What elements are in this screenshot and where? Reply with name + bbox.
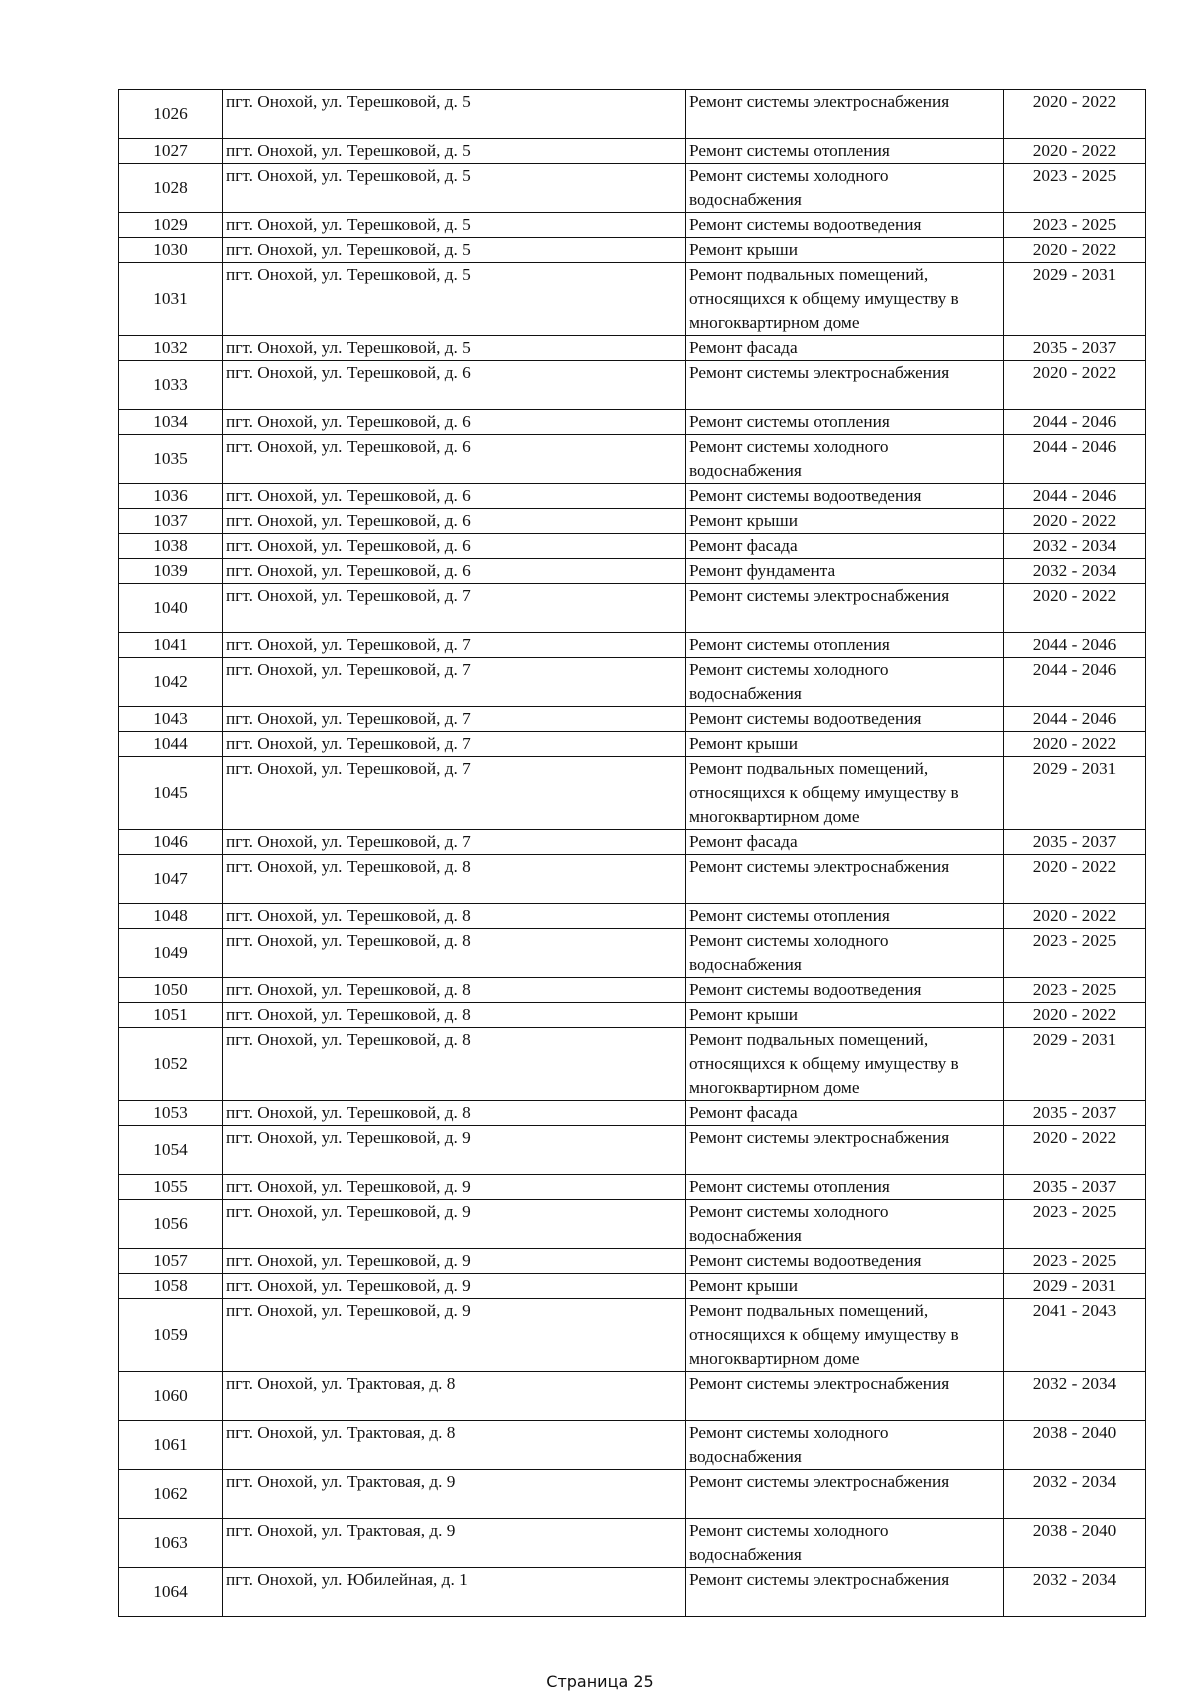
- address-cell: пгт. Онохой, ул. Терешковой, д. 5: [223, 213, 686, 238]
- row-number-cell: 1047: [119, 855, 223, 904]
- work-type-cell: Ремонт системы электроснабжения: [686, 855, 1004, 904]
- address-cell: пгт. Онохой, ул. Терешковой, д. 9: [223, 1299, 686, 1372]
- period-cell: 2041 - 2043: [1004, 1299, 1146, 1372]
- table-row: [119, 1470, 1146, 1519]
- row-number-cell: 1044: [119, 732, 223, 757]
- period-cell: 2020 - 2022: [1004, 584, 1146, 633]
- work-type-cell: Ремонт системы холодного водоснабжения: [686, 164, 1004, 213]
- address-cell: пгт. Онохой, ул. Терешковой, д. 7: [223, 757, 686, 830]
- table-row: [119, 1372, 1146, 1421]
- row-number-cell: 1055: [119, 1175, 223, 1200]
- address-cell: пгт. Онохой, ул. Терешковой, д. 5: [223, 336, 686, 361]
- row-number-cell: 1041: [119, 633, 223, 658]
- work-type-cell: Ремонт системы электроснабжения: [686, 1470, 1004, 1519]
- work-type-cell: Ремонт системы отопления: [686, 410, 1004, 435]
- address-cell: пгт. Онохой, ул. Терешковой, д. 8: [223, 904, 686, 929]
- work-type-cell: Ремонт системы электроснабжения: [686, 1372, 1004, 1421]
- row-number-cell: 1053: [119, 1101, 223, 1126]
- table-row: [119, 263, 1146, 336]
- address-cell: пгт. Онохой, ул. Терешковой, д. 6: [223, 410, 686, 435]
- period-cell: 2044 - 2046: [1004, 707, 1146, 732]
- period-cell: 2023 - 2025: [1004, 978, 1146, 1003]
- work-type-cell: Ремонт крыши: [686, 1003, 1004, 1028]
- work-type-cell: Ремонт системы водоотведения: [686, 707, 1004, 732]
- period-cell: 2032 - 2034: [1004, 1568, 1146, 1617]
- table-row: [119, 509, 1146, 534]
- row-number-cell: 1026: [119, 90, 223, 139]
- table-row: [119, 1519, 1146, 1568]
- period-cell: 2029 - 2031: [1004, 757, 1146, 830]
- address-cell: пгт. Онохой, ул. Терешковой, д. 7: [223, 633, 686, 658]
- row-number-cell: 1050: [119, 978, 223, 1003]
- table-row: [119, 584, 1146, 633]
- period-cell: 2044 - 2046: [1004, 633, 1146, 658]
- table-row: [119, 1299, 1146, 1372]
- period-cell: 2023 - 2025: [1004, 164, 1146, 213]
- period-cell: 2044 - 2046: [1004, 435, 1146, 484]
- table-row: [119, 855, 1146, 904]
- address-cell: пгт. Онохой, ул. Трактовая, д. 9: [223, 1519, 686, 1568]
- table-row: [119, 1249, 1146, 1274]
- work-type-cell: Ремонт крыши: [686, 238, 1004, 263]
- address-cell: пгт. Онохой, ул. Терешковой, д. 6: [223, 534, 686, 559]
- work-type-cell: Ремонт системы электроснабжения: [686, 361, 1004, 410]
- period-cell: 2020 - 2022: [1004, 732, 1146, 757]
- address-cell: пгт. Онохой, ул. Терешковой, д. 7: [223, 830, 686, 855]
- work-type-cell: Ремонт крыши: [686, 509, 1004, 534]
- table-row: [119, 658, 1146, 707]
- row-number-cell: 1052: [119, 1028, 223, 1101]
- work-type-cell: Ремонт фасада: [686, 830, 1004, 855]
- work-type-cell: Ремонт системы электроснабжения: [686, 90, 1004, 139]
- period-cell: 2032 - 2034: [1004, 1372, 1146, 1421]
- row-number-cell: 1054: [119, 1126, 223, 1175]
- table-row: [119, 1274, 1146, 1299]
- table-row: [119, 1003, 1146, 1028]
- period-cell: 2035 - 2037: [1004, 336, 1146, 361]
- work-type-cell: Ремонт подвальных помещений, относящихся к общему имуществу в многоквартирном доме: [686, 1299, 1004, 1372]
- period-cell: 2023 - 2025: [1004, 1200, 1146, 1249]
- row-number-cell: 1037: [119, 509, 223, 534]
- table-row: [119, 633, 1146, 658]
- address-cell: пгт. Онохой, ул. Терешковой, д. 6: [223, 435, 686, 484]
- address-cell: пгт. Онохой, ул. Терешковой, д. 6: [223, 509, 686, 534]
- period-cell: 2032 - 2034: [1004, 534, 1146, 559]
- table-row: [119, 336, 1146, 361]
- work-type-cell: Ремонт системы электроснабжения: [686, 1568, 1004, 1617]
- address-cell: пгт. Онохой, ул. Терешковой, д. 5: [223, 139, 686, 164]
- period-cell: 2029 - 2031: [1004, 1274, 1146, 1299]
- row-number-cell: 1049: [119, 929, 223, 978]
- work-type-cell: Ремонт крыши: [686, 732, 1004, 757]
- work-type-cell: Ремонт системы холодного водоснабжения: [686, 1519, 1004, 1568]
- address-cell: пгт. Онохой, ул. Терешковой, д. 9: [223, 1175, 686, 1200]
- period-cell: 2020 - 2022: [1004, 1126, 1146, 1175]
- row-number-cell: 1042: [119, 658, 223, 707]
- address-cell: пгт. Онохой, ул. Терешковой, д. 9: [223, 1126, 686, 1175]
- address-cell: пгт. Онохой, ул. Терешковой, д. 6: [223, 361, 686, 410]
- period-cell: 2044 - 2046: [1004, 484, 1146, 509]
- address-cell: пгт. Онохой, ул. Трактовая, д. 8: [223, 1372, 686, 1421]
- period-cell: 2038 - 2040: [1004, 1519, 1146, 1568]
- period-cell: 2020 - 2022: [1004, 509, 1146, 534]
- row-number-cell: 1045: [119, 757, 223, 830]
- row-number-cell: 1046: [119, 830, 223, 855]
- row-number-cell: 1036: [119, 484, 223, 509]
- work-type-cell: Ремонт системы отопления: [686, 904, 1004, 929]
- address-cell: пгт. Онохой, ул. Юбилейная, д. 1: [223, 1568, 686, 1617]
- work-type-cell: Ремонт системы водоотведения: [686, 484, 1004, 509]
- row-number-cell: 1061: [119, 1421, 223, 1470]
- work-type-cell: Ремонт подвальных помещений, относящихся к общему имуществу в многоквартирном доме: [686, 757, 1004, 830]
- period-cell: 2020 - 2022: [1004, 238, 1146, 263]
- work-type-cell: Ремонт системы холодного водоснабжения: [686, 658, 1004, 707]
- table-row: [119, 929, 1146, 978]
- period-cell: 2020 - 2022: [1004, 361, 1146, 410]
- address-cell: пгт. Онохой, ул. Терешковой, д. 7: [223, 584, 686, 633]
- table-row: [119, 732, 1146, 757]
- work-type-cell: Ремонт системы холодного водоснабжения: [686, 435, 1004, 484]
- period-cell: 2044 - 2046: [1004, 410, 1146, 435]
- table-row: [119, 559, 1146, 584]
- period-cell: 2032 - 2034: [1004, 559, 1146, 584]
- table-row: [119, 139, 1146, 164]
- row-number-cell: 1057: [119, 1249, 223, 1274]
- address-cell: пгт. Онохой, ул. Терешковой, д. 7: [223, 707, 686, 732]
- work-type-cell: Ремонт подвальных помещений, относящихся к общему имуществу в многоквартирном доме: [686, 1028, 1004, 1101]
- period-cell: 2020 - 2022: [1004, 904, 1146, 929]
- work-type-cell: Ремонт системы водоотведения: [686, 978, 1004, 1003]
- period-cell: 2032 - 2034: [1004, 1470, 1146, 1519]
- row-number-cell: 1059: [119, 1299, 223, 1372]
- row-number-cell: 1035: [119, 435, 223, 484]
- work-type-cell: Ремонт фундамента: [686, 559, 1004, 584]
- row-number-cell: 1060: [119, 1372, 223, 1421]
- period-cell: 2020 - 2022: [1004, 90, 1146, 139]
- table-row: [119, 90, 1146, 139]
- row-number-cell: 1029: [119, 213, 223, 238]
- address-cell: пгт. Онохой, ул. Терешковой, д. 6: [223, 559, 686, 584]
- row-number-cell: 1038: [119, 534, 223, 559]
- work-type-cell: Ремонт системы холодного водоснабжения: [686, 1200, 1004, 1249]
- work-type-cell: Ремонт системы электроснабжения: [686, 1126, 1004, 1175]
- work-type-cell: Ремонт системы отопления: [686, 1175, 1004, 1200]
- work-type-cell: Ремонт системы холодного водоснабжения: [686, 929, 1004, 978]
- address-cell: пгт. Онохой, ул. Терешковой, д. 5: [223, 263, 686, 336]
- table-row: [119, 361, 1146, 410]
- address-cell: пгт. Онохой, ул. Терешковой, д. 8: [223, 855, 686, 904]
- table-row: [119, 1175, 1146, 1200]
- period-cell: 2035 - 2037: [1004, 1101, 1146, 1126]
- address-cell: пгт. Онохой, ул. Трактовая, д. 9: [223, 1470, 686, 1519]
- row-number-cell: 1030: [119, 238, 223, 263]
- period-cell: 2035 - 2037: [1004, 1175, 1146, 1200]
- work-type-cell: Ремонт подвальных помещений, относящихся к общему имуществу в многоквартирном доме: [686, 263, 1004, 336]
- period-cell: 2023 - 2025: [1004, 1249, 1146, 1274]
- table-row: [119, 1421, 1146, 1470]
- work-type-cell: Ремонт крыши: [686, 1274, 1004, 1299]
- page-number: Страница 25: [546, 1672, 654, 1691]
- row-number-cell: 1039: [119, 559, 223, 584]
- row-number-cell: 1040: [119, 584, 223, 633]
- period-cell: 2020 - 2022: [1004, 855, 1146, 904]
- work-type-cell: Ремонт системы водоотведения: [686, 213, 1004, 238]
- table-row: [119, 164, 1146, 213]
- table-row: [119, 830, 1146, 855]
- row-number-cell: 1056: [119, 1200, 223, 1249]
- address-cell: пгт. Онохой, ул. Терешковой, д. 9: [223, 1200, 686, 1249]
- table-row: [119, 978, 1146, 1003]
- address-cell: пгт. Онохой, ул. Терешковой, д. 8: [223, 929, 686, 978]
- row-number-cell: 1043: [119, 707, 223, 732]
- row-number-cell: 1028: [119, 164, 223, 213]
- address-cell: пгт. Онохой, ул. Терешковой, д. 5: [223, 238, 686, 263]
- address-cell: пгт. Онохой, ул. Терешковой, д. 9: [223, 1249, 686, 1274]
- period-cell: 2023 - 2025: [1004, 929, 1146, 978]
- address-cell: пгт. Онохой, ул. Трактовая, д. 8: [223, 1421, 686, 1470]
- address-cell: пгт. Онохой, ул. Терешковой, д. 8: [223, 978, 686, 1003]
- table-row: [119, 1126, 1146, 1175]
- table-row: [119, 707, 1146, 732]
- table-row: [119, 435, 1146, 484]
- table-row: [119, 410, 1146, 435]
- table-row: [119, 213, 1146, 238]
- table-row: [119, 238, 1146, 263]
- address-cell: пгт. Онохой, ул. Терешковой, д. 5: [223, 164, 686, 213]
- work-type-cell: Ремонт системы электроснабжения: [686, 584, 1004, 633]
- table-row: [119, 484, 1146, 509]
- table-row: [119, 1101, 1146, 1126]
- work-type-cell: Ремонт системы водоотведения: [686, 1249, 1004, 1274]
- period-cell: 2044 - 2046: [1004, 658, 1146, 707]
- period-cell: 2020 - 2022: [1004, 1003, 1146, 1028]
- address-cell: пгт. Онохой, ул. Терешковой, д. 8: [223, 1101, 686, 1126]
- row-number-cell: 1064: [119, 1568, 223, 1617]
- table-row: [119, 534, 1146, 559]
- row-number-cell: 1048: [119, 904, 223, 929]
- row-number-cell: 1027: [119, 139, 223, 164]
- address-cell: пгт. Онохой, ул. Терешковой, д. 8: [223, 1003, 686, 1028]
- work-type-cell: Ремонт фасада: [686, 1101, 1004, 1126]
- period-cell: 2023 - 2025: [1004, 213, 1146, 238]
- address-cell: пгт. Онохой, ул. Терешковой, д. 6: [223, 484, 686, 509]
- period-cell: 2020 - 2022: [1004, 139, 1146, 164]
- address-cell: пгт. Онохой, ул. Терешковой, д. 8: [223, 1028, 686, 1101]
- table-row: [119, 904, 1146, 929]
- address-cell: пгт. Онохой, ул. Терешковой, д. 5: [223, 90, 686, 139]
- row-number-cell: 1031: [119, 263, 223, 336]
- row-number-cell: 1034: [119, 410, 223, 435]
- period-cell: 2035 - 2037: [1004, 830, 1146, 855]
- period-cell: 2029 - 2031: [1004, 263, 1146, 336]
- period-cell: 2038 - 2040: [1004, 1421, 1146, 1470]
- row-number-cell: 1063: [119, 1519, 223, 1568]
- table-row: [119, 1028, 1146, 1101]
- row-number-cell: 1062: [119, 1470, 223, 1519]
- row-number-cell: 1033: [119, 361, 223, 410]
- row-number-cell: 1032: [119, 336, 223, 361]
- table-row: [119, 757, 1146, 830]
- row-number-cell: 1058: [119, 1274, 223, 1299]
- row-number-cell: 1051: [119, 1003, 223, 1028]
- work-type-cell: Ремонт фасада: [686, 336, 1004, 361]
- work-type-cell: Ремонт фасада: [686, 534, 1004, 559]
- address-cell: пгт. Онохой, ул. Терешковой, д. 9: [223, 1274, 686, 1299]
- work-type-cell: Ремонт системы отопления: [686, 633, 1004, 658]
- table-body: [119, 90, 1146, 1617]
- address-cell: пгт. Онохой, ул. Терешковой, д. 7: [223, 658, 686, 707]
- work-type-cell: Ремонт системы отопления: [686, 139, 1004, 164]
- table-row: [119, 1200, 1146, 1249]
- repair-schedule-table: [118, 89, 1146, 1617]
- table-row: [119, 1568, 1146, 1617]
- address-cell: пгт. Онохой, ул. Терешковой, д. 7: [223, 732, 686, 757]
- work-type-cell: Ремонт системы холодного водоснабжения: [686, 1421, 1004, 1470]
- period-cell: 2029 - 2031: [1004, 1028, 1146, 1101]
